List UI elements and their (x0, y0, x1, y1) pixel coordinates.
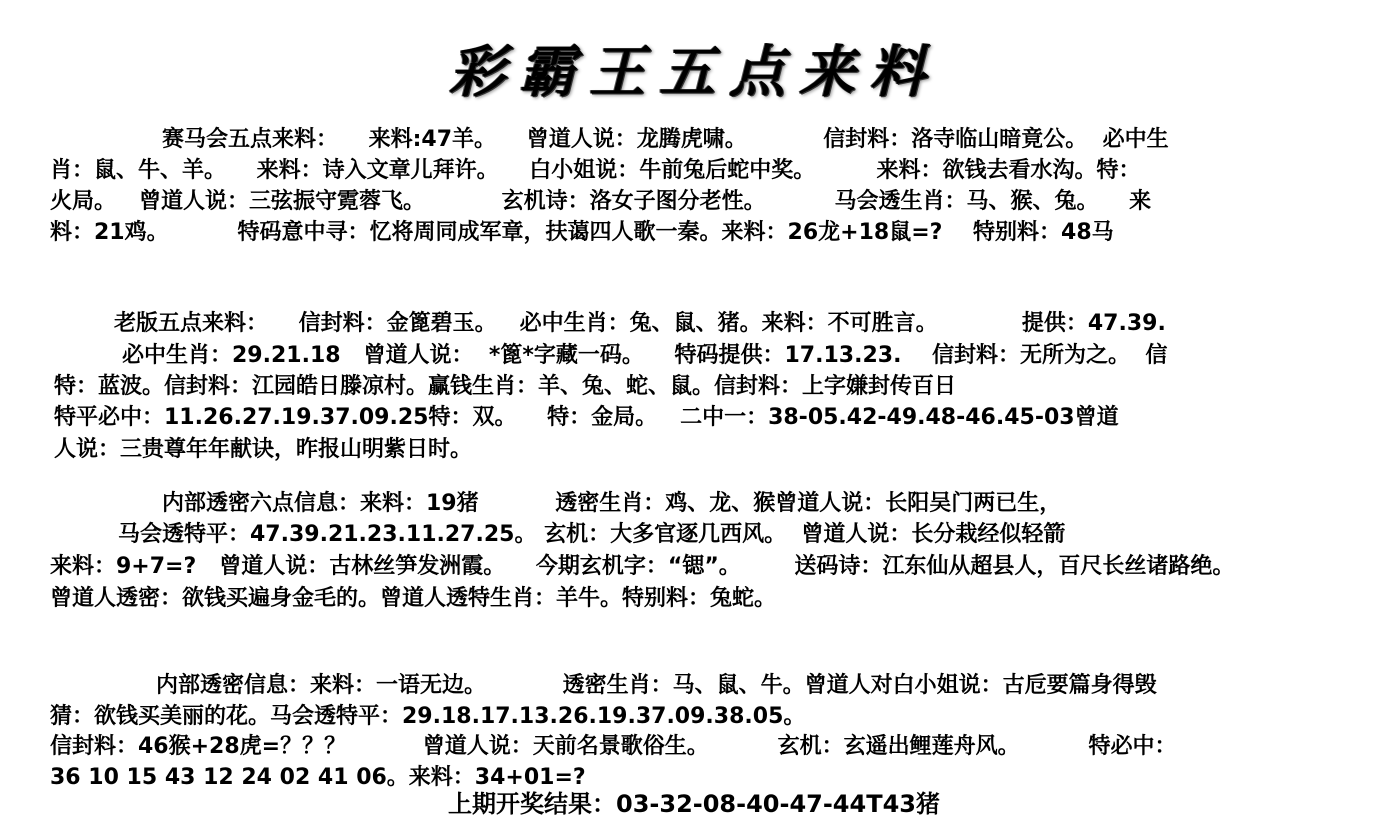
text-line: 肖：鼠、牛、羊。 来料：诗入文章儿拜许。 白小姐说：牛前兔后蛇中奖。 来料：欲钱去看水沟。特： (50, 158, 1141, 183)
text-line: 曾道人透密：欲钱买遍身金毛的。曾道人透特生肖：羊牛。特别料：兔蛇。 (50, 586, 777, 611)
text-line: 特：蓝波。信封料：江园皓日滕凉村。赢钱生肖：羊、兔、蛇、鼠。信封料：上字嫌封传百日 (54, 374, 957, 399)
text-line: 马会透特平：47.39.21.23.11.27.25。 玄机：大多官逐几西风。 曾道人说：长分栽经似轻箭 (118, 522, 1066, 547)
text-line: 36 10 15 43 12 24 02 41 06。来料：34+01=? (50, 765, 586, 790)
text-line: 来料：9+7=? 曾道人说：古林丝笋发洲霞。 今期玄机字：“锶”。 送码诗：江东仙从超县人，百尺长丝诸路绝。 (50, 554, 1235, 579)
text-line: 老版五点来料： 信封料：金篦碧玉。 必中生肖：兔、鼠、猪。来料：不可胜言。 提供：47.39. (114, 311, 1166, 336)
text-line: 火局。 曾道人说：三弦振守霓蓉飞。 玄机诗：洛女子图分老性。 马会透生肖：马、猴、兔。 来 (50, 189, 1152, 214)
text-line: 人说：三贵尊年年献诀，昨报山明紫日时。 (54, 437, 473, 462)
text-line: 猜：欲钱买美丽的花。马会透特平：29.18.17.13.26.19.37.09.38.05。 (50, 704, 806, 729)
text-line: 信封料：46猴+28虎=？？？ 曾道人说：天前名景歌俗生。 玄机：玄遥出鲤莲舟风。 特必中： (50, 734, 1177, 759)
text-line: 料：21鸡。 特码意中寻：忆将周同成军章，扶蔼四人歌一秦。来料：26龙+18鼠=? 特别料：48马 (50, 220, 1114, 245)
text-line: 内部透密信息：来料：一语无边。 透密生肖：马、鼠、牛。曾道人对白小姐说：古卮要篇身得毁 (156, 673, 1157, 698)
text-line: 必中生肖：29.21.18 曾道人说： *篦*字藏一码。 特码提供：17.13.23. 信封料：无所为之。 信 (122, 343, 1168, 368)
text-line: 特平必中：11.26.27.19.37.09.25特：双。 特：金局。 二中一：38-05.42-49.48-46.45-03曾道 (54, 405, 1119, 430)
last-draw-result: 上期开奖结果：03-32-08-40-47-44T43猪 (448, 790, 940, 818)
text-line: 内部透密六点信息：来料：19猪 透密生肖：鸡、龙、猴曾道人说：长阳吴门两已生， (162, 491, 1062, 516)
page-title: 彩霸王五点来料 (449, 39, 939, 105)
text-line: 赛马会五点来料： 来料:47羊。 曾道人说：龙腾虎啸。 信封料：洛寺临山暗竟公。 必中生 (162, 127, 1169, 152)
